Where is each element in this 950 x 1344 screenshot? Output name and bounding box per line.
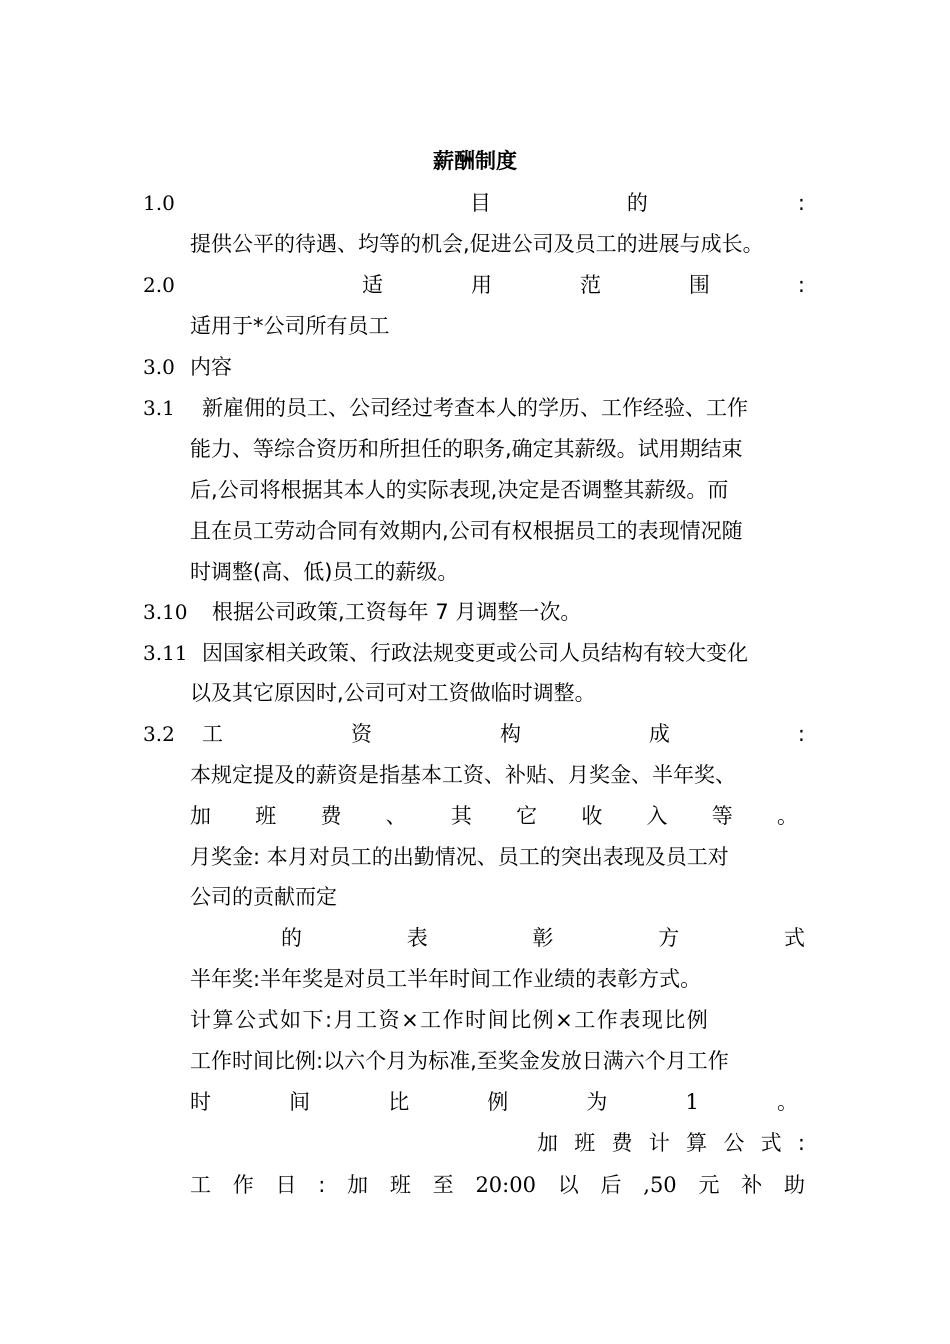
text-char: 式 — [784, 926, 805, 950]
paragraph-line: 本规定提及的薪资是指基本工资、补贴、月奖金、半年奖、 — [190, 763, 736, 787]
text-char: 工 — [190, 1173, 211, 1197]
paragraph-line: 工作时间比例:以六个月为标准,至奖金发放日满六个月工作 — [190, 1049, 729, 1073]
section-number-1-0: 1.0 — [143, 191, 175, 215]
paragraph-line: 以及其它原因时,公司可对工资做临时调整。 — [190, 681, 596, 705]
text-char: 时 — [190, 1090, 211, 1114]
text-char: 补 — [741, 1173, 763, 1197]
text-char: 班 — [574, 1131, 596, 1155]
heading-char: 适 — [362, 273, 383, 297]
text-char: 方 — [658, 926, 680, 950]
paragraph-line-justified — [190, 1172, 805, 1200]
heading-char: 用 — [470, 273, 492, 297]
text-char: 它 — [516, 804, 538, 828]
section-text-1-0: 提供公平的待遇、均等的机会,促进公司及员工的进展与成长。 — [190, 232, 764, 256]
paragraph-line: 能力、等综合资历和所担任的职务,确定其薪级。试用期结束 — [190, 437, 743, 461]
text-char: 作 — [232, 1173, 254, 1197]
heading-char: 成 — [648, 722, 670, 746]
text-char: 20:00 — [475, 1173, 536, 1197]
text-char: ,50 — [643, 1173, 677, 1197]
text-char: : — [797, 1131, 805, 1155]
text-char: 等 — [711, 804, 733, 828]
text-char: 彰 — [532, 926, 554, 950]
text-char: 加 — [190, 804, 211, 828]
text-char: 加 — [347, 1173, 369, 1197]
text-char: 1 — [685, 1090, 699, 1114]
section-heading-2-0 — [362, 272, 805, 300]
paragraph-line: 公司的贡献而定 — [190, 885, 337, 909]
paragraph-line: 后,公司将根据其本人的实际表现,决定是否调整其薪级。而 — [190, 478, 729, 502]
text-char: 式 — [760, 1131, 782, 1155]
text-char: 计 — [648, 1131, 670, 1155]
section-heading-1-0 — [252, 190, 805, 218]
heading-char: 范 — [579, 273, 601, 297]
text-char: : — [318, 1173, 326, 1197]
paragraph-line-justified — [281, 925, 805, 953]
section-number-2-0: 2.0 — [143, 273, 175, 297]
text-char: 、 — [385, 804, 407, 828]
text-char: 。 — [776, 1090, 798, 1114]
text-char: 加 — [537, 1131, 558, 1155]
text-char: 至 — [432, 1173, 454, 1197]
text-char: 费 — [611, 1131, 633, 1155]
text-char: 为 — [586, 1090, 608, 1114]
text-char: 例 — [487, 1090, 509, 1114]
paragraph-line-justified — [190, 1089, 798, 1117]
heading-char: : — [797, 722, 805, 746]
paragraph-line: 且在员工劳动合同有效期内,公司有权根据员工的表现情况随 — [190, 519, 743, 543]
text-char: 助 — [783, 1173, 805, 1197]
heading-char: 构 — [499, 722, 521, 746]
text-char: 费 — [320, 804, 342, 828]
section-heading-3-0: 内容 — [190, 355, 232, 379]
heading-char: 的 — [626, 191, 648, 215]
paragraph-line: 新雇佣的员工、公司经过考查本人的学历、工作经验、工作 — [202, 396, 748, 420]
heading-char: 工 — [202, 722, 223, 746]
text-char: 后 — [600, 1173, 622, 1197]
heading-char: 目 — [470, 191, 491, 215]
text-char: 班 — [389, 1173, 411, 1197]
paragraph-line: 因国家相关政策、行政法规变更或公司人员结构有较大变化 — [202, 641, 748, 665]
section-number-3-1: 3.1 — [143, 396, 175, 420]
text-char: 收 — [581, 804, 603, 828]
section-text-2-0: 适用于*公司所有员工 — [190, 314, 390, 338]
text-char: 的 — [281, 926, 302, 950]
text-char: 。 — [776, 804, 798, 828]
text-char: 算 — [686, 1131, 708, 1155]
text-char: 日 — [275, 1173, 297, 1197]
text-char: 班 — [255, 804, 277, 828]
paragraph-line: 计算公式如下:月工资×工作时间比例×工作表现比例 — [190, 1008, 710, 1032]
heading-char: : — [797, 191, 805, 215]
heading-char: 资 — [350, 722, 372, 746]
section-number-3-11: 3.11 — [143, 641, 188, 665]
section-number-3-0: 3.0 — [143, 355, 175, 379]
paragraph-line: 根据公司政策,工资每年 7 月调整一次。 — [212, 600, 582, 624]
paragraph-line: 月奖金: 本月对员工的出勤情况、员工的突出表现及员工对 — [190, 845, 729, 869]
text-char: 间 — [289, 1090, 311, 1114]
heading-char: 围 — [688, 273, 710, 297]
text-char: 其 — [450, 804, 472, 828]
text-char: 以 — [557, 1173, 579, 1197]
section-number-3-2: 3.2 — [143, 722, 175, 746]
section-number-3-10: 3.10 — [143, 600, 188, 624]
document-title: 薪酬制度 — [433, 149, 517, 173]
text-char: 入 — [646, 804, 668, 828]
heading-char: : — [797, 273, 805, 297]
text-char: 元 — [698, 1173, 720, 1197]
paragraph-line-justified — [537, 1130, 805, 1158]
section-heading-3-2 — [202, 721, 805, 749]
paragraph-line: 时调整(高、低)员工的薪级。 — [190, 560, 459, 584]
paragraph-line-justified — [190, 803, 798, 831]
text-char: 比 — [388, 1090, 410, 1114]
text-char: 表 — [406, 926, 428, 950]
paragraph-line: 半年奖:半年奖是对员工半年时间工作业绩的表彰方式。 — [190, 967, 702, 991]
text-char: 公 — [723, 1131, 745, 1155]
